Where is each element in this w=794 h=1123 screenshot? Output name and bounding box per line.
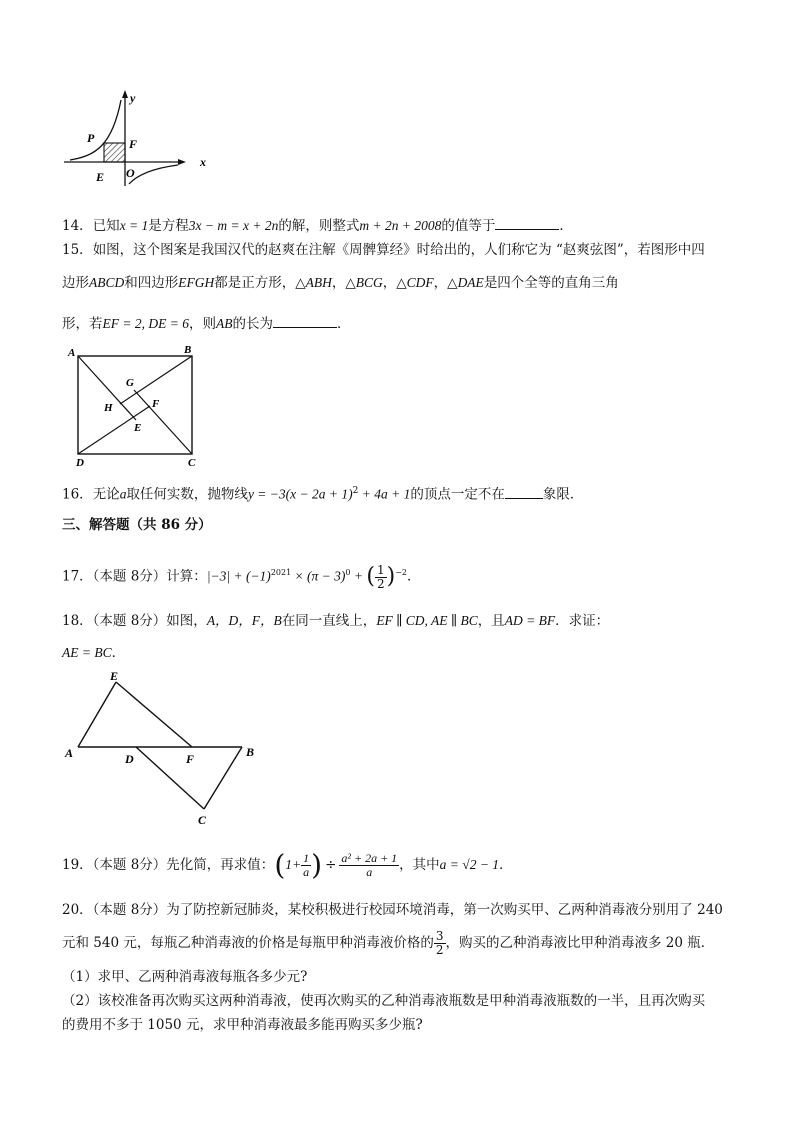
parallel-triangles-figure	[62, 666, 272, 826]
y-axis-arrow	[122, 90, 128, 98]
label-x: x	[200, 155, 206, 169]
label-y: y	[130, 91, 136, 105]
hyperbola-branch-right	[129, 165, 178, 184]
section-3-heading: 三、解答题（共 86 分）	[62, 517, 212, 533]
label-c: C	[188, 457, 196, 469]
label-a: A	[65, 746, 74, 760]
label-b: B	[246, 745, 255, 759]
question-17: 17．（本题 8分）计算：$|-3| + (-1)^{2021} \times (\pi - 3)^0$ + ( $\frac{1}{2}$ )$^{-2}$．	[62, 562, 421, 591]
question-18-line-2: AE = BC．	[62, 645, 126, 661]
answer-blank[interactable]	[273, 313, 337, 328]
label-b: B	[184, 344, 192, 356]
segment-ef	[116, 682, 192, 747]
question-15-line-3: 形，若EF = 2, DE = 6，则AB的长为 ．	[62, 313, 350, 334]
shaded-rectangle	[104, 143, 125, 162]
label-a: A	[68, 347, 76, 359]
question-20-part-2-line-2: 的费用不多于 1050 元，求甲种消毒液最多能再购买多少瓶?	[62, 1017, 423, 1033]
label-d: D	[76, 457, 84, 469]
question-20-line-2: 元和 540 元，每瓶乙种消毒液的价格是每瓶甲种消毒液价格的 $\frac{3}{2}$ ，购买的乙种消毒液比甲种消毒液多 20 瓶．	[62, 929, 715, 957]
question-18-line-1: 18．（本题 8分）如图，A，D，F，B在同一直线上，EF ∥ CD, AE ∥ BC，且AD = BF．求证：	[62, 613, 610, 629]
label-p: P	[87, 131, 95, 145]
hyperbola-figure	[60, 88, 220, 188]
label-e: E	[96, 170, 105, 184]
question-15-line-1: 15．如图，这个图案是我国汉代的赵爽在注解《周髀算经》时给出的，人们称它为 “赵爽弦图”，若图形中四	[62, 242, 705, 258]
segment-cg	[134, 390, 192, 454]
question-16: 16．无论a取任何实数，抛物线$y = -3(x - 2a + 1)^2 + 4a + 1$的顶点一定不在 象限．	[62, 481, 583, 505]
label-c: C	[198, 813, 207, 826]
question-20-line-1: 20．（本题 8分）为了防控新冠肺炎，某校积极进行校园环境消毒，第一次购买甲、乙两种消毒液分别用了 240	[62, 902, 723, 918]
label-o: O	[126, 166, 135, 180]
question-20-part-1: （1）求甲、乙两种消毒液每瓶各多少元?	[62, 969, 308, 985]
label-e: E	[110, 669, 119, 683]
question-15-line-2: 边形ABCD和四边形EFGH都是正方形，△ABH，△BCG，△CDF，△DAE是四个全等的直角三角	[62, 275, 619, 291]
question-19: 19．（本题 8分）先化简，再求值：(1+ $\frac{1}{a}$ ) ÷ $\frac{\text{a² + 2a + 1}}{a}$ ，其中a = √2 − 1．	[62, 848, 513, 882]
label-f: F	[152, 398, 160, 410]
label-f: F	[129, 137, 138, 151]
question-20-part-2-line-1: （2）该校准备再次购买这两种消毒液，使再次购买的乙种消毒液瓶数是甲种消毒液瓶数的一半，且再次购买	[62, 993, 706, 1009]
square-abcd	[78, 356, 192, 454]
x-axis-arrow	[178, 159, 186, 165]
label-e: E	[134, 422, 142, 434]
label-f: F	[186, 752, 195, 766]
segment-ae	[78, 682, 116, 747]
label-d: D	[125, 752, 134, 766]
label-g: G	[126, 377, 134, 389]
label-h: H	[104, 402, 113, 414]
chord-diagram-figure	[62, 342, 212, 470]
answer-blank[interactable]	[495, 215, 559, 230]
question-14: 14．已知x = 1是方程3x − m = x + 2n的解，则整式m + 2n + 2008的值等于 ．	[62, 215, 573, 236]
segment-cb	[204, 747, 242, 809]
answer-blank[interactable]	[505, 484, 543, 499]
